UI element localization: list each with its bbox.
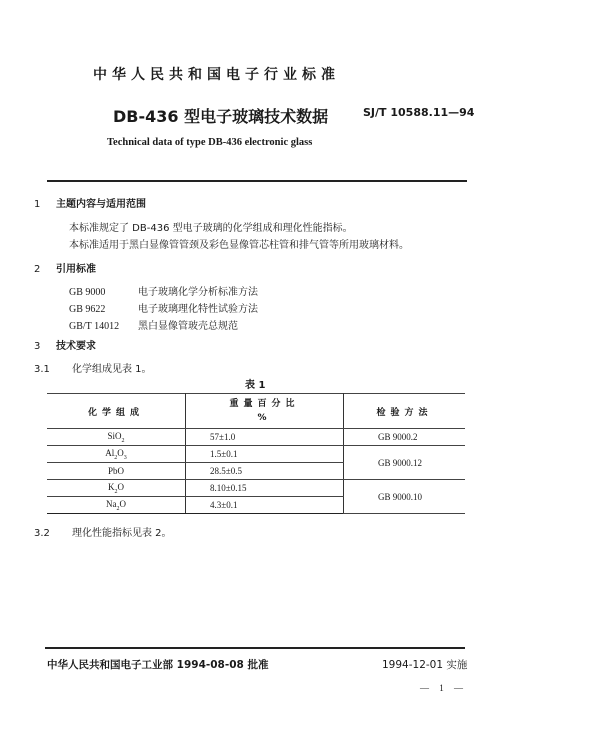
section-3-1-text: 3.1 化学组成见表 1。 bbox=[34, 364, 152, 375]
composition-cell: $Al_2O_3$ bbox=[47, 446, 186, 463]
section-1-paragraph-2: 本标准适用于黑白显像管管颈及彩色显像管芯柱管和排气管等所用玻璃材料。 bbox=[69, 240, 409, 251]
composition-cell: SiO$_2$ bbox=[47, 429, 186, 446]
composition-cell: $Na_2O$ bbox=[47, 497, 186, 514]
method-cell: GB 9000.10 bbox=[344, 480, 466, 514]
header-weight-percent: 重量百分比 % bbox=[186, 394, 344, 429]
table-header-row bbox=[47, 394, 465, 429]
standard-code: SJ/T 10588.11—94 bbox=[363, 106, 475, 119]
header-test-method: 检验方法 bbox=[344, 394, 466, 429]
percent-cell: 57±1.0 bbox=[186, 429, 344, 446]
document-title: DB-436 型电子玻璃技术数据 bbox=[113, 107, 329, 126]
percent-cell: 4.3±0.1 bbox=[186, 497, 344, 514]
page-number: — 1 — bbox=[420, 683, 467, 693]
section-2-heading: 2 引用标准 bbox=[34, 264, 96, 275]
percent-cell: 8.10±0.15 bbox=[186, 480, 344, 497]
table-row bbox=[47, 480, 465, 497]
percent-cell: 1.5±0.1 bbox=[186, 446, 344, 463]
table-caption: 表 1 bbox=[245, 380, 266, 391]
reference-item: GB/T 14012 黑白显像管玻壳总规范 bbox=[69, 321, 238, 332]
reference-item: GB 9000 电子玻璃化学分析标准方法 bbox=[69, 287, 258, 298]
header-composition: 化学组成 bbox=[47, 394, 186, 429]
english-title: Technical data of type DB-436 electronic glass bbox=[107, 137, 313, 148]
footer-divider bbox=[45, 647, 465, 649]
section-1-paragraph-1: 本标准规定了 DB-436 型电子玻璃的化学组成和理化性能指标。 bbox=[69, 223, 353, 234]
table-row bbox=[47, 446, 465, 463]
method-cell: GB 9000.2 bbox=[344, 429, 466, 446]
composition-cell: $K_2O$ bbox=[47, 480, 186, 497]
table-row bbox=[47, 429, 465, 446]
section-3-2-text: 3.2 理化性能指标见表 2。 bbox=[34, 528, 172, 539]
implementation-date: 1994-12-01 实施 bbox=[382, 659, 468, 671]
section-1-heading: 1 主题内容与适用范围 bbox=[34, 199, 146, 210]
percent-cell: 28.5±0.5 bbox=[186, 463, 344, 480]
composition-cell: PbO bbox=[47, 463, 186, 480]
header-divider bbox=[47, 180, 467, 182]
chemical-composition-table bbox=[47, 393, 465, 514]
method-cell: GB 9000.12 bbox=[344, 446, 466, 480]
reference-item: GB 9622 电子玻璃理化特性试验方法 bbox=[69, 304, 258, 315]
approval-statement: 中华人民共和国电子工业部 1994-08-08 批准 bbox=[47, 659, 269, 671]
issuing-authority-title: 中华人民共和国电子行业标准 bbox=[93, 67, 340, 83]
section-3-heading: 3 技术要求 bbox=[34, 341, 96, 352]
